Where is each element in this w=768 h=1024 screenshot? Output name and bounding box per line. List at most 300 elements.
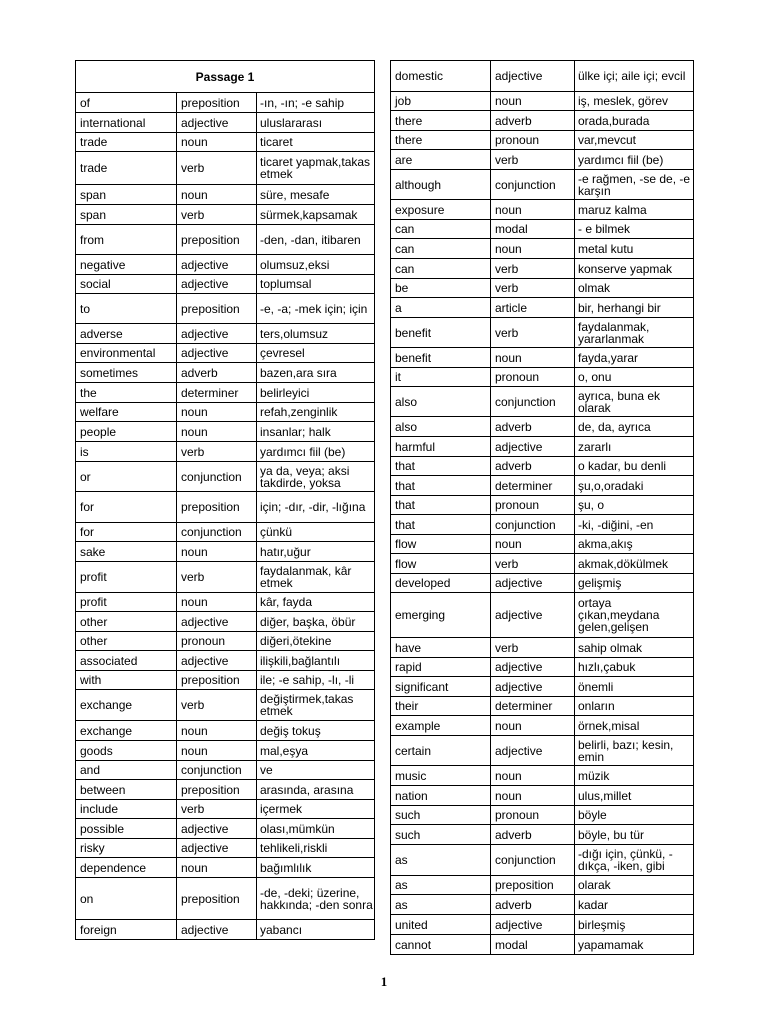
word-cell: as — [391, 845, 491, 876]
table-row — [391, 279, 694, 298]
passage-title: Passage 1 — [76, 61, 375, 93]
table-row — [76, 93, 375, 113]
table-row — [391, 638, 694, 658]
table-row — [76, 185, 375, 205]
meaning-cell: -e rağmen, -se de, -e karşın — [575, 170, 694, 200]
part-of-speech-cell: noun — [491, 92, 575, 111]
meaning-cell: sahip olmak — [575, 638, 694, 658]
meaning-cell: sürmek,kapsamak — [257, 205, 375, 225]
table-row — [76, 542, 375, 562]
meaning-cell: için; -dır, -dir, -lığına — [257, 492, 375, 523]
part-of-speech-cell: adjective — [491, 437, 575, 457]
meaning-cell: hızlı,çabuk — [575, 658, 694, 677]
word-cell: domestic — [391, 61, 491, 92]
meaning-cell: örnek,misal — [575, 716, 694, 736]
meaning-cell: yardımcı fiil (be) — [257, 442, 375, 462]
word-cell: possible — [76, 819, 177, 839]
meaning-cell: hatır,uğur — [257, 542, 375, 562]
word-cell: a — [391, 298, 491, 318]
meaning-cell: böyle, bu tür — [575, 825, 694, 845]
meaning-cell: de, da, ayrıca — [575, 417, 694, 437]
part-of-speech-cell: modal — [491, 935, 575, 955]
word-cell: is — [76, 442, 177, 462]
meaning-cell: faydalanmak, kâr etmek — [257, 562, 375, 593]
table-row — [391, 915, 694, 935]
vocabulary-table-right — [390, 60, 694, 955]
word-cell: also — [391, 417, 491, 437]
word-cell: rapid — [391, 658, 491, 677]
meaning-cell: bazen,ara sıra — [257, 363, 375, 383]
part-of-speech-cell: verb — [177, 152, 257, 185]
meaning-cell: konserve yapmak — [575, 259, 694, 279]
table-row — [76, 651, 375, 671]
meaning-cell: ile; -e sahip, -lı, -li — [257, 671, 375, 690]
part-of-speech-cell: pronoun — [491, 368, 575, 387]
table-row — [391, 298, 694, 318]
word-cell: for — [76, 523, 177, 542]
part-of-speech-cell: determiner — [177, 383, 257, 403]
meaning-cell: ticaret — [257, 133, 375, 152]
part-of-speech-cell: pronoun — [177, 632, 257, 651]
table-row — [391, 658, 694, 677]
meaning-cell: böyle — [575, 806, 694, 825]
part-of-speech-cell: adjective — [177, 651, 257, 671]
part-of-speech-cell: conjunction — [177, 462, 257, 492]
table-row — [76, 113, 375, 133]
word-cell: between — [76, 780, 177, 800]
table-row — [391, 935, 694, 955]
part-of-speech-cell: verb — [177, 442, 257, 462]
word-cell: can — [391, 220, 491, 239]
word-cell: their — [391, 697, 491, 716]
part-of-speech-cell: verb — [491, 554, 575, 574]
word-cell: from — [76, 225, 177, 255]
part-of-speech-cell: adjective — [177, 324, 257, 344]
word-cell: music — [391, 766, 491, 786]
meaning-cell: onların — [575, 697, 694, 716]
word-cell: also — [391, 387, 491, 417]
part-of-speech-cell: conjunction — [491, 387, 575, 417]
part-of-speech-cell: adjective — [177, 113, 257, 133]
word-cell: span — [76, 205, 177, 225]
part-of-speech-cell: determiner — [491, 476, 575, 496]
part-of-speech-cell: pronoun — [491, 806, 575, 825]
part-of-speech-cell: adverb — [177, 363, 257, 383]
table-row — [76, 800, 375, 819]
word-cell: that — [391, 457, 491, 476]
table-row — [391, 368, 694, 387]
meaning-cell: insanlar; halk — [257, 422, 375, 442]
table-row — [391, 387, 694, 417]
word-cell: exchange — [76, 721, 177, 741]
part-of-speech-cell: adjective — [491, 593, 575, 638]
part-of-speech-cell: noun — [491, 200, 575, 220]
meaning-cell: müzik — [575, 766, 694, 786]
word-cell: environmental — [76, 344, 177, 363]
word-cell: as — [391, 895, 491, 915]
meaning-cell: - e bilmek — [575, 220, 694, 239]
table-row — [76, 612, 375, 632]
meaning-cell: iş, meslek, görev — [575, 92, 694, 111]
word-cell: significant — [391, 677, 491, 697]
meaning-cell: ilişkili,bağlantılı — [257, 651, 375, 671]
word-cell: harmful — [391, 437, 491, 457]
meaning-cell: bir, herhangi bir — [575, 298, 694, 318]
table-row — [391, 239, 694, 259]
part-of-speech-cell: preposition — [177, 492, 257, 523]
part-of-speech-cell: pronoun — [491, 131, 575, 150]
part-of-speech-cell: verb — [491, 150, 575, 170]
part-of-speech-cell: adjective — [177, 839, 257, 858]
word-cell: flow — [391, 535, 491, 554]
table-row — [391, 535, 694, 554]
meaning-cell: şu,o,oradaki — [575, 476, 694, 496]
word-cell: dependence — [76, 858, 177, 878]
word-cell: risky — [76, 839, 177, 858]
table-row — [76, 492, 375, 523]
table-row — [391, 131, 694, 150]
part-of-speech-cell: noun — [177, 403, 257, 422]
part-of-speech-cell: adjective — [491, 677, 575, 697]
meaning-cell: var,mevcut — [575, 131, 694, 150]
word-cell: although — [391, 170, 491, 200]
table-row — [76, 920, 375, 940]
part-of-speech-cell: modal — [491, 220, 575, 239]
word-cell: and — [76, 761, 177, 780]
meaning-cell: ayrıca, buna ek olarak — [575, 387, 694, 417]
part-of-speech-cell: preposition — [177, 780, 257, 800]
part-of-speech-cell: noun — [177, 858, 257, 878]
part-of-speech-cell: noun — [177, 185, 257, 205]
part-of-speech-cell: conjunction — [491, 515, 575, 535]
meaning-cell: yardımcı fiil (be) — [575, 150, 694, 170]
meaning-cell: olumsuz,eksi — [257, 255, 375, 275]
meaning-cell: ortaya çıkan,meydana gelen,gelişen — [575, 593, 694, 638]
table-row — [391, 111, 694, 131]
table-row — [391, 476, 694, 496]
meaning-cell: ulus,millet — [575, 786, 694, 806]
meaning-cell: -e, -a; -mek için; için — [257, 294, 375, 324]
part-of-speech-cell: preposition — [491, 876, 575, 895]
word-cell: such — [391, 825, 491, 845]
part-of-speech-cell: determiner — [491, 697, 575, 716]
table-row — [76, 858, 375, 878]
word-cell: cannot — [391, 935, 491, 955]
meaning-cell: -den, -dan, itibaren — [257, 225, 375, 255]
word-cell: the — [76, 383, 177, 403]
meaning-cell: tehlikeli,riskli — [257, 839, 375, 858]
part-of-speech-cell: noun — [177, 721, 257, 741]
meaning-cell: yabancı — [257, 920, 375, 940]
word-cell: exposure — [391, 200, 491, 220]
part-of-speech-cell: adverb — [491, 111, 575, 131]
word-cell: foreign — [76, 920, 177, 940]
part-of-speech-cell: adjective — [491, 574, 575, 593]
table-row — [391, 220, 694, 239]
word-cell: job — [391, 92, 491, 111]
table-row — [391, 515, 694, 535]
part-of-speech-cell: verb — [177, 205, 257, 225]
word-cell: certain — [391, 736, 491, 766]
part-of-speech-cell: preposition — [177, 294, 257, 324]
meaning-cell: önemli — [575, 677, 694, 697]
part-of-speech-cell: adjective — [491, 61, 575, 92]
table-row — [76, 324, 375, 344]
meaning-cell: fayda,yarar — [575, 348, 694, 368]
word-cell: there — [391, 111, 491, 131]
meaning-cell: yapamamak — [575, 935, 694, 955]
table-row — [391, 150, 694, 170]
table-row — [76, 690, 375, 721]
part-of-speech-cell: preposition — [177, 225, 257, 255]
meaning-cell: zararlı — [575, 437, 694, 457]
word-cell: welfare — [76, 403, 177, 422]
word-cell: associated — [76, 651, 177, 671]
word-cell: profit — [76, 562, 177, 593]
table-row — [391, 200, 694, 220]
part-of-speech-cell: adverb — [491, 825, 575, 845]
meaning-cell: akmak,dökülmek — [575, 554, 694, 574]
meaning-cell: metal kutu — [575, 239, 694, 259]
meaning-cell: ters,olumsuz — [257, 324, 375, 344]
table-row — [391, 417, 694, 437]
part-of-speech-cell: verb — [491, 259, 575, 279]
part-of-speech-cell: adverb — [491, 457, 575, 476]
part-of-speech-cell: adjective — [177, 612, 257, 632]
part-of-speech-cell: adjective — [177, 920, 257, 940]
part-of-speech-cell: adverb — [491, 895, 575, 915]
meaning-cell: gelişmiş — [575, 574, 694, 593]
meaning-cell: değiştirmek,takas etmek — [257, 690, 375, 721]
meaning-cell: ve — [257, 761, 375, 780]
word-cell: span — [76, 185, 177, 205]
meaning-cell: mal,eşya — [257, 741, 375, 761]
table-row — [391, 574, 694, 593]
table-row — [391, 806, 694, 825]
word-cell: for — [76, 492, 177, 523]
table-row — [391, 259, 694, 279]
table-row — [391, 496, 694, 515]
meaning-cell: değiş tokuş — [257, 721, 375, 741]
word-cell: that — [391, 496, 491, 515]
meaning-cell: ya da, veya; aksi takdirde, yoksa — [257, 462, 375, 492]
table-row — [76, 780, 375, 800]
meaning-cell: uluslararası — [257, 113, 375, 133]
meaning-cell: belirleyici — [257, 383, 375, 403]
word-cell: such — [391, 806, 491, 825]
table-row — [391, 697, 694, 716]
word-cell: example — [391, 716, 491, 736]
table-title-row — [76, 61, 375, 93]
table-row — [76, 562, 375, 593]
meaning-cell: -dığı için, çünkü, -dıkça, -iken, gibi — [575, 845, 694, 876]
meaning-cell: süre, mesafe — [257, 185, 375, 205]
meaning-cell: şu, o — [575, 496, 694, 515]
meaning-cell: arasında, arasına — [257, 780, 375, 800]
table-row — [76, 225, 375, 255]
table-row — [391, 61, 694, 92]
table-row — [76, 632, 375, 651]
part-of-speech-cell: noun — [177, 422, 257, 442]
table-row — [76, 294, 375, 324]
part-of-speech-cell: conjunction — [491, 170, 575, 200]
word-cell: nation — [391, 786, 491, 806]
table-row — [391, 554, 694, 574]
meaning-cell: -ki, -diğini, -en — [575, 515, 694, 535]
table-row — [391, 736, 694, 766]
part-of-speech-cell: verb — [177, 800, 257, 819]
vocabulary-table-left — [75, 60, 375, 940]
table-row — [76, 275, 375, 294]
part-of-speech-cell: noun — [177, 133, 257, 152]
word-cell: that — [391, 515, 491, 535]
part-of-speech-cell: adverb — [491, 417, 575, 437]
part-of-speech-cell: noun — [491, 239, 575, 259]
meaning-cell: o, onu — [575, 368, 694, 387]
word-cell: sometimes — [76, 363, 177, 383]
table-row — [76, 761, 375, 780]
part-of-speech-cell: verb — [177, 690, 257, 721]
part-of-speech-cell: conjunction — [491, 845, 575, 876]
part-of-speech-cell: pronoun — [491, 496, 575, 515]
part-of-speech-cell: noun — [491, 716, 575, 736]
meaning-cell: çünkü — [257, 523, 375, 542]
word-cell: goods — [76, 741, 177, 761]
part-of-speech-cell: noun — [491, 786, 575, 806]
table-row — [391, 170, 694, 200]
word-cell: can — [391, 259, 491, 279]
word-cell: there — [391, 131, 491, 150]
part-of-speech-cell: adjective — [177, 344, 257, 363]
word-cell: it — [391, 368, 491, 387]
word-cell: benefit — [391, 318, 491, 348]
meaning-cell: belirli, bazı; kesin, emin — [575, 736, 694, 766]
table-row — [391, 593, 694, 638]
table-row — [76, 344, 375, 363]
word-cell: of — [76, 93, 177, 113]
part-of-speech-cell: adjective — [177, 275, 257, 294]
meaning-cell: diğer, başka, öbür — [257, 612, 375, 632]
word-cell: adverse — [76, 324, 177, 344]
word-cell: that — [391, 476, 491, 496]
meaning-cell: birleşmiş — [575, 915, 694, 935]
word-cell: or — [76, 462, 177, 492]
table-row — [76, 721, 375, 741]
part-of-speech-cell: adjective — [491, 915, 575, 935]
meaning-cell: -de, -deki; üzerine, hakkında; -den sonra — [257, 878, 375, 920]
table-row — [76, 593, 375, 612]
table-row — [76, 403, 375, 422]
table-row — [76, 839, 375, 858]
table-row — [391, 876, 694, 895]
table-row — [76, 741, 375, 761]
word-cell: to — [76, 294, 177, 324]
table-row — [391, 677, 694, 697]
part-of-speech-cell: noun — [491, 348, 575, 368]
part-of-speech-cell: adjective — [177, 255, 257, 275]
meaning-cell: orada,burada — [575, 111, 694, 131]
word-cell: as — [391, 876, 491, 895]
word-cell: be — [391, 279, 491, 298]
word-cell: emerging — [391, 593, 491, 638]
part-of-speech-cell: noun — [177, 741, 257, 761]
word-cell: can — [391, 239, 491, 259]
table-row — [391, 92, 694, 111]
meaning-cell: bağımlılık — [257, 858, 375, 878]
part-of-speech-cell: verb — [177, 562, 257, 593]
word-cell: trade — [76, 152, 177, 185]
table-row — [391, 457, 694, 476]
meaning-cell: o kadar, bu denli — [575, 457, 694, 476]
meaning-cell: olarak — [575, 876, 694, 895]
table-row — [76, 523, 375, 542]
word-cell: on — [76, 878, 177, 920]
table-row — [76, 133, 375, 152]
word-cell: international — [76, 113, 177, 133]
meaning-cell: faydalanmak, yararlanmak — [575, 318, 694, 348]
part-of-speech-cell: verb — [491, 279, 575, 298]
table-row — [76, 671, 375, 690]
table-row — [76, 152, 375, 185]
meaning-cell: kâr, fayda — [257, 593, 375, 612]
part-of-speech-cell: noun — [177, 542, 257, 562]
part-of-speech-cell: conjunction — [177, 761, 257, 780]
meaning-cell: -ın, -ın; -e sahip — [257, 93, 375, 113]
table-row — [76, 422, 375, 442]
meaning-cell: toplumsal — [257, 275, 375, 294]
word-cell: profit — [76, 593, 177, 612]
word-cell: exchange — [76, 690, 177, 721]
word-cell: negative — [76, 255, 177, 275]
table-row — [76, 442, 375, 462]
meaning-cell: refah,zenginlik — [257, 403, 375, 422]
table-row — [391, 895, 694, 915]
word-cell: social — [76, 275, 177, 294]
word-cell: united — [391, 915, 491, 935]
table-row — [76, 819, 375, 839]
table-row — [391, 786, 694, 806]
meaning-cell: maruz kalma — [575, 200, 694, 220]
part-of-speech-cell: verb — [491, 638, 575, 658]
meaning-cell: olası,mümkün — [257, 819, 375, 839]
meaning-cell: olmak — [575, 279, 694, 298]
meaning-cell: çevresel — [257, 344, 375, 363]
part-of-speech-cell: preposition — [177, 878, 257, 920]
word-cell: include — [76, 800, 177, 819]
word-cell: flow — [391, 554, 491, 574]
table-row — [391, 766, 694, 786]
table-row — [76, 205, 375, 225]
table-row — [391, 348, 694, 368]
part-of-speech-cell: verb — [491, 318, 575, 348]
word-cell: people — [76, 422, 177, 442]
part-of-speech-cell: adjective — [491, 736, 575, 766]
word-cell: developed — [391, 574, 491, 593]
part-of-speech-cell: noun — [491, 535, 575, 554]
meaning-cell: ülke içi; aile içi; evcil — [575, 61, 694, 92]
part-of-speech-cell: adjective — [177, 819, 257, 839]
table-row — [76, 363, 375, 383]
table-row — [391, 825, 694, 845]
part-of-speech-cell: adjective — [491, 658, 575, 677]
meaning-cell: kadar — [575, 895, 694, 915]
word-cell: have — [391, 638, 491, 658]
word-cell: trade — [76, 133, 177, 152]
word-cell: other — [76, 612, 177, 632]
meaning-cell: akma,akış — [575, 535, 694, 554]
table-row — [76, 255, 375, 275]
table-row — [76, 383, 375, 403]
